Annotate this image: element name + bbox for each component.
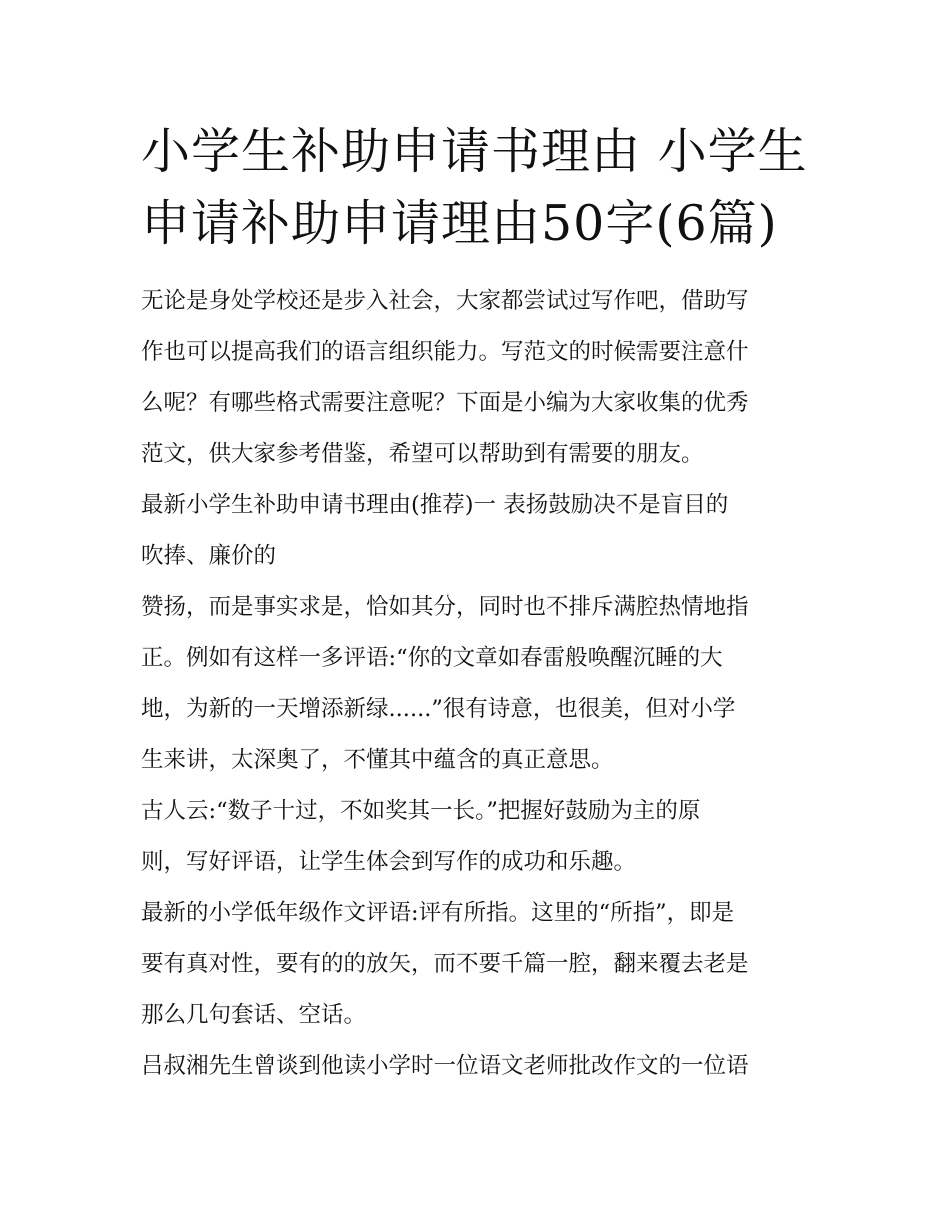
body-line: 地，为新的一天增添新绿......”很有诗意，也很美，但对小学 [141,696,736,722]
body-line: 吕叔湘先生曾谈到他读小学时一位语文老师批改作文的一位语 [141,1053,749,1079]
body-line: 则，写好评语，让学生体会到写作的成功和乐趣。 [141,849,637,875]
body-line: 吹捧、廉价的 [141,543,277,569]
body-line: 作也可以提高我们的语言组织能力。写范文的时候需要注意什 [141,339,749,365]
document-title [141,116,813,260]
body-line: 最新的小学低年级作文评语:评有所指。这里的“所指”，即是 [141,900,735,926]
body-line: 那么几句套话、空话。 [141,1002,367,1028]
body-line: 赞扬，而是事实求是，恰如其分，同时也不排斥满腔热情地指 [141,594,749,620]
body-line: 范文，供大家参考借鉴，希望可以帮助到有需要的朋友。 [141,441,704,467]
body-line: 古人云:“数子十过，不如奖其一长。”把握好鼓励为主的原 [141,798,701,824]
body-line: 要有真对性，要有的的放矢，而不要千篇一腔，翻来覆去老是 [141,951,749,977]
document-body [141,276,813,1092]
title-line-1: 小学生补助申请书理由 小学生 [141,123,808,180]
body-line: 么呢？有哪些格式需要注意呢？下面是小编为大家收集的优秀 [141,390,749,416]
body-line: 无论是身处学校还是步入社会，大家都尝试过写作吧，借助写 [141,288,749,314]
title-line-2: 申请补助申请理由50字(6篇) [141,195,778,252]
body-line: 正。例如有这样一多评语:“你的文章如春雷般唤醒沉睡的大 [141,645,723,671]
section-heading-line: 最新小学生补助申请书理由(推荐)一 表扬鼓励决不是盲目的 [141,492,729,518]
body-line: 生来讲，太深奥了，不懂其中蕴含的真正意思。 [141,747,614,773]
